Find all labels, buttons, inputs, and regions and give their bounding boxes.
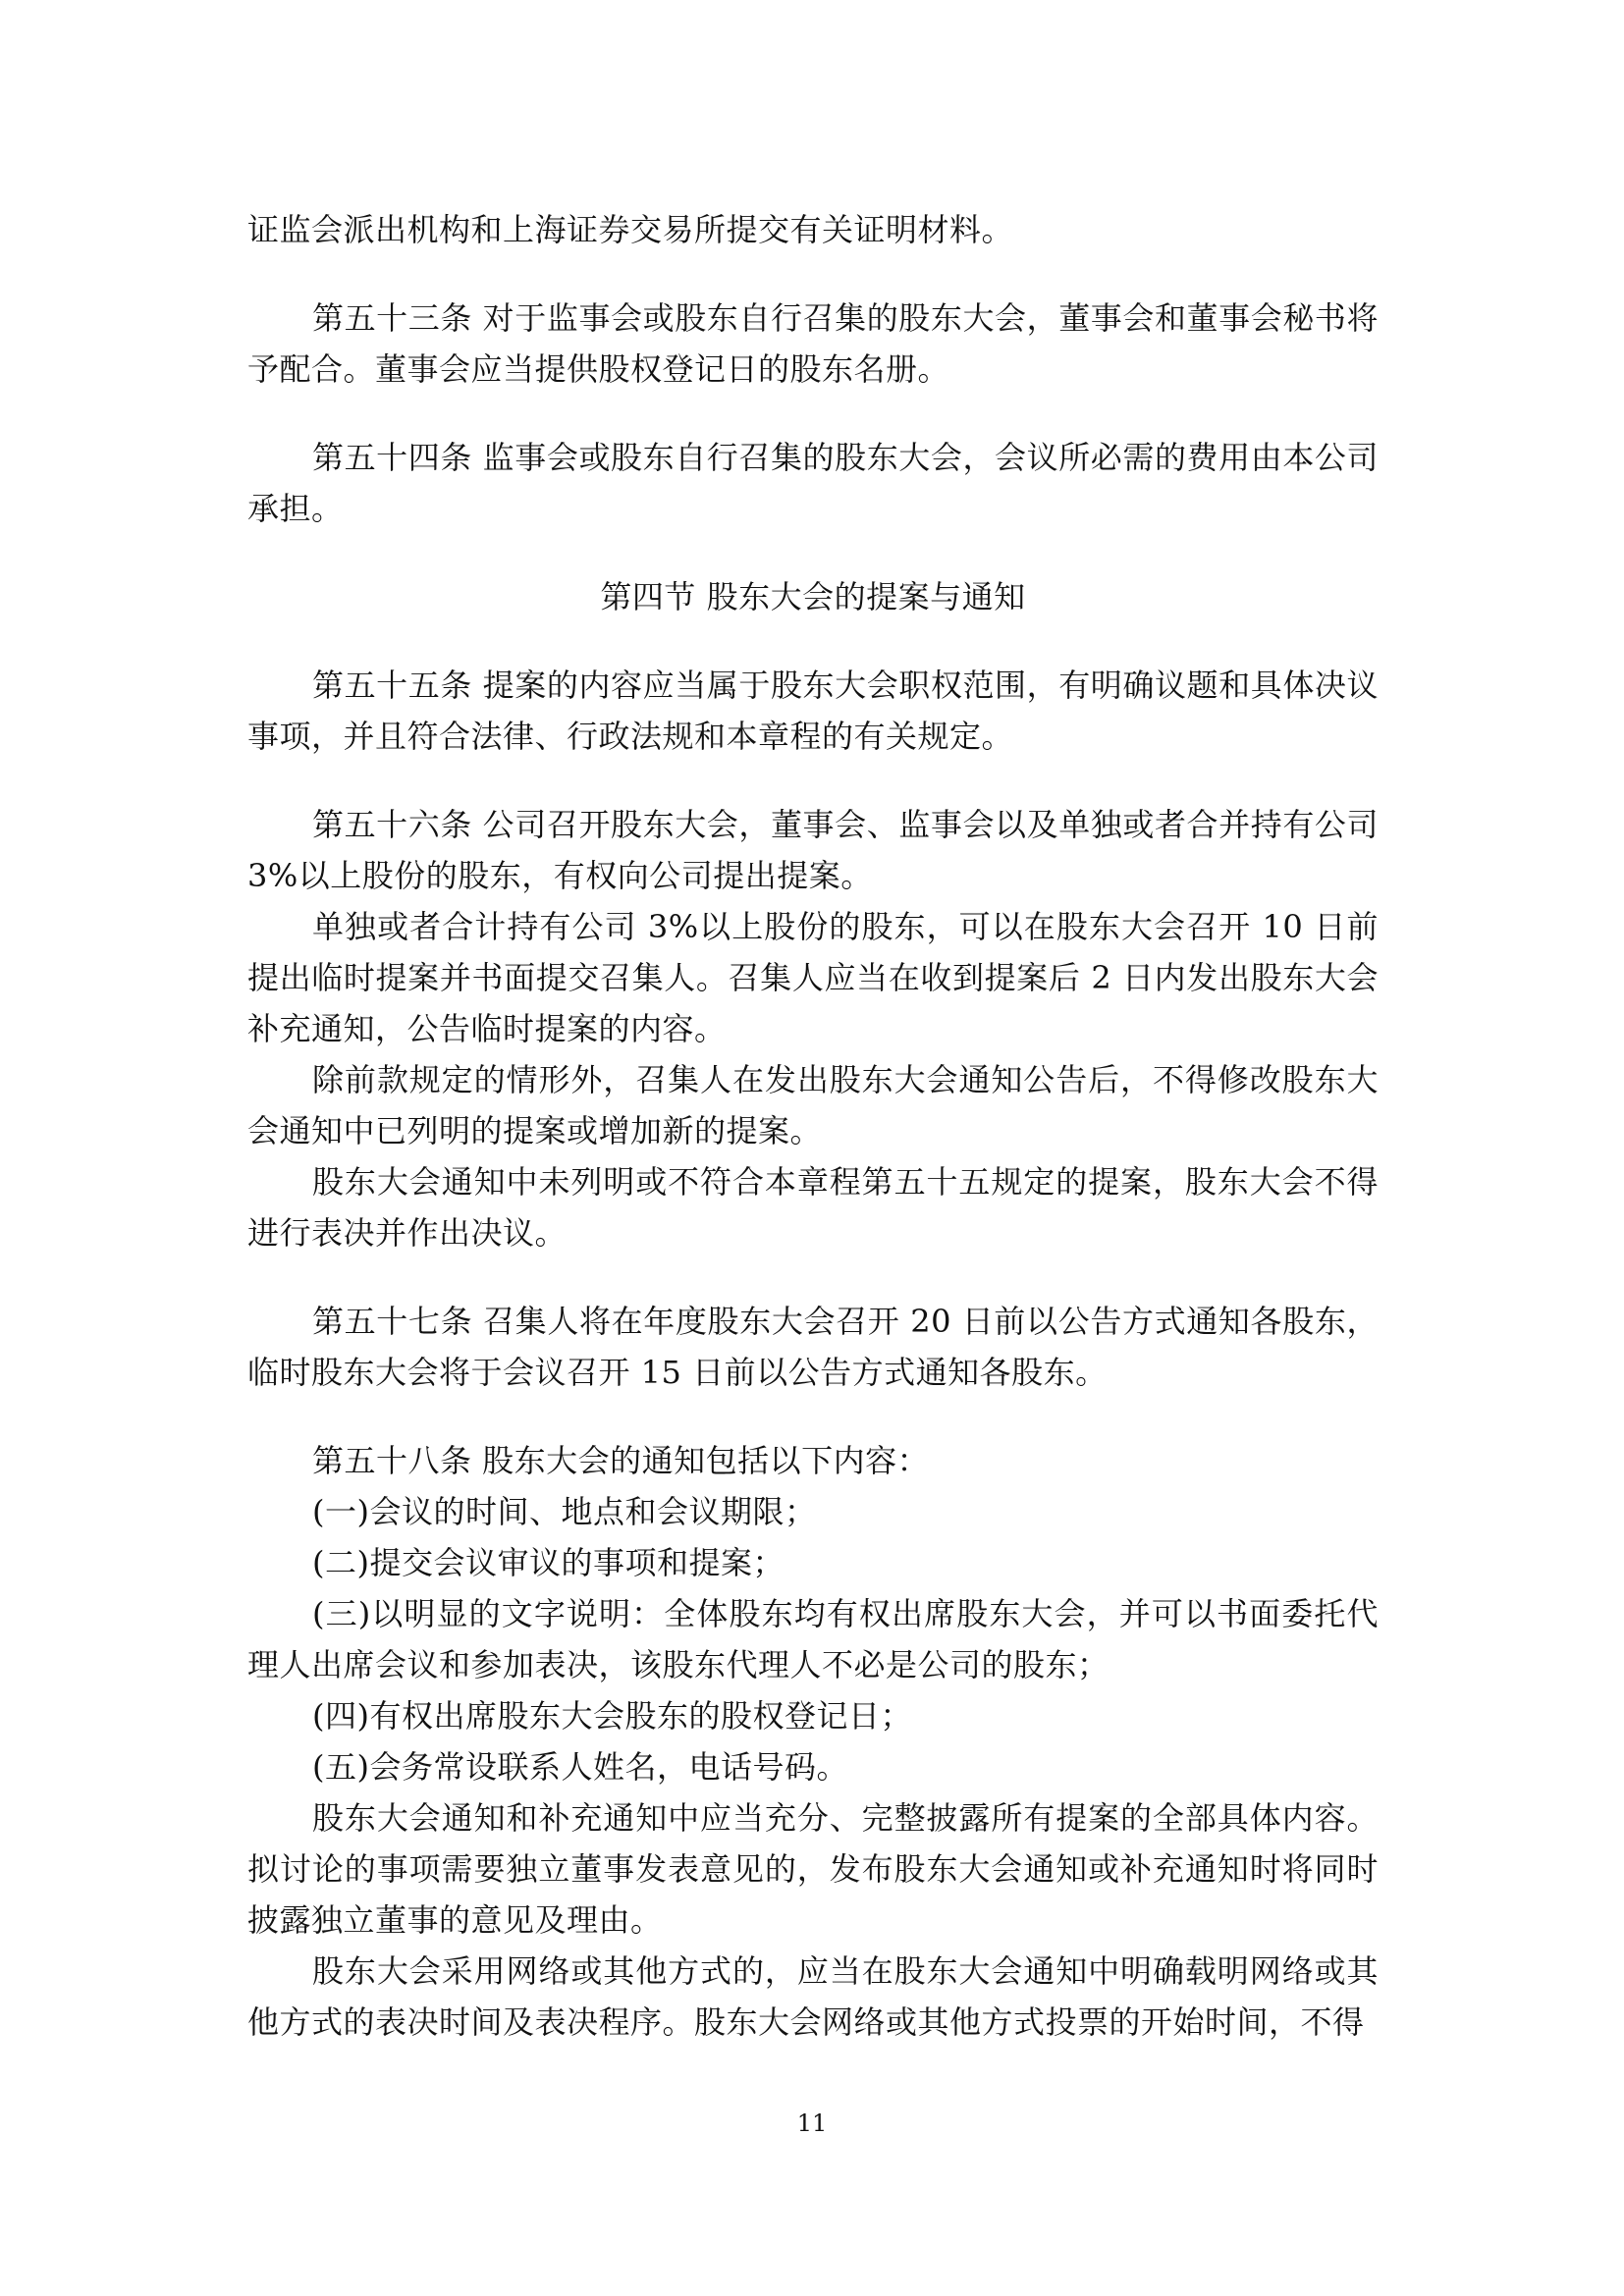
paragraph-continuation: 证监会派出机构和上海证券交易所提交有关证明材料。	[247, 211, 1014, 248]
article-58-para-2: 股东大会通知和补充通知中应当充分、完整披露所有提案的全部具体内容。拟讨论的事项需要独立董事发表意见的，发布股东大会通知或补充通知时将同时披露独立董事的意见及理由。	[247, 1799, 1379, 1939]
article-58: 第五十八条 股东大会的通知包括以下内容：	[312, 1442, 930, 1479]
article-57: 第五十七条 召集人将在年度股东大会召开 20 日前以公告方式通知各股东，临时股东大会将于会议召开 15 日前以公告方式通知各股东。	[247, 1303, 1379, 1391]
article-56-para-3: 除前款规定的情形外，召集人在发出股东大会通知公告后，不得修改股东大会通知中已列明的提案或增加新的提案。	[247, 1061, 1379, 1149]
section-heading: 第四节 股东大会的提案与通知	[600, 578, 1026, 615]
page-number: 11	[796, 2109, 828, 2137]
list-item-3: (三)以明显的文字说明：全体股东均有权出席股东大会，并可以书面委托代理人出席会议和参加表决，该股东代理人不必是公司的股东；	[247, 1595, 1379, 1683]
document-page	[247, 0, 1379, 2296]
list-item-4: (四)有权出席股东大会股东的股权登记日；	[312, 1697, 912, 1735]
article-58-para-3: 股东大会采用网络或其他方式的，应当在股东大会通知中明确载明网络或其他方式的表决时间及表决程序。股东大会网络或其他方式投票的开始时间，不得	[247, 1952, 1379, 2041]
list-item-5: (五)会务常设联系人姓名，电话号码。	[312, 1748, 848, 1786]
article-56: 第五十六条 公司召开股东大会，董事会、监事会以及单独或者合并持有公司 3%以上股份的股东，有权向公司提出提案。	[247, 806, 1379, 894]
list-item-1: (一)会议的时间、地点和会议期限；	[312, 1493, 817, 1530]
article-55: 第五十五条 提案的内容应当属于股东大会职权范围，有明确议题和具体决议事项，并且符合法律、行政法规和本章程的有关规定。	[247, 667, 1379, 755]
article-53: 第五十三条 对于监事会或股东自行召集的股东大会，董事会和董事会秘书将予配合。董事会应当提供股权登记日的股东名册。	[247, 299, 1379, 388]
article-56-para-4: 股东大会通知中未列明或不符合本章程第五十五规定的提案，股东大会不得进行表决并作出决议。	[247, 1163, 1379, 1252]
article-56-para-2: 单独或者合计持有公司 3%以上股份的股东，可以在股东大会召开 10 日前提出临时提案并书面提交召集人。召集人应当在收到提案后 2 日内发出股东大会补充通知，公告临时提案的内容。	[247, 908, 1379, 1047]
article-54: 第五十四条 监事会或股东自行召集的股东大会，会议所必需的费用由本公司承担。	[247, 439, 1379, 527]
list-item-2: (二)提交会议审议的事项和提案；	[312, 1544, 785, 1581]
